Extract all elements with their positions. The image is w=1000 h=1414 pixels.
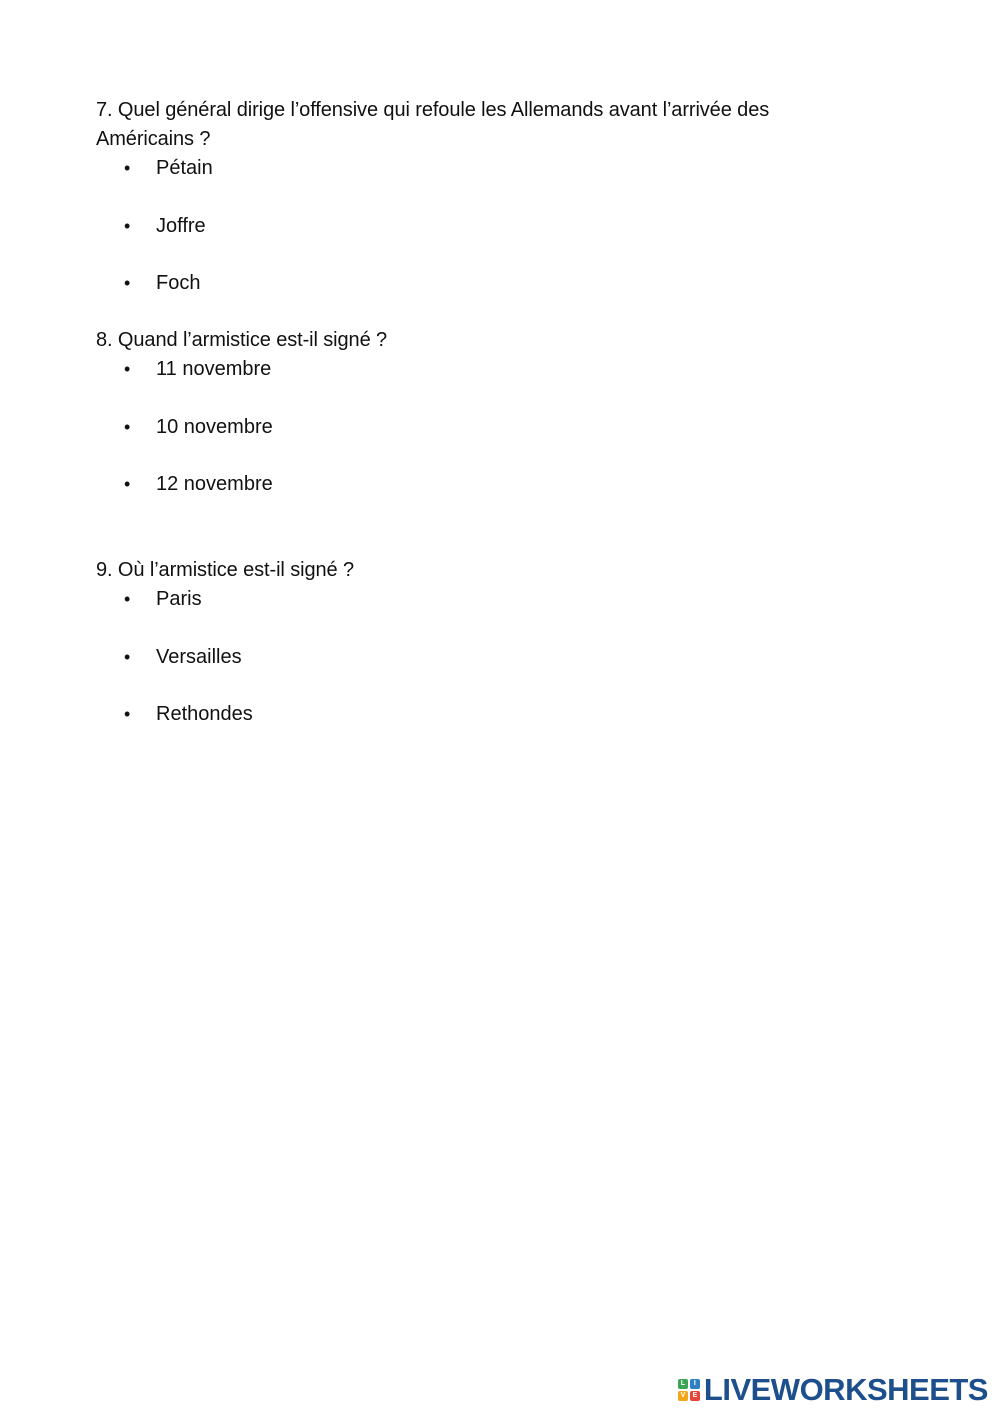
- bullet-icon: •: [124, 704, 131, 724]
- bullet-icon: •: [124, 646, 131, 667]
- question-7: [96, 96, 856, 327]
- answer-option-label: Pétain: [156, 157, 213, 179]
- question-text: 7. Quel général dirige l’offensive qui refoule les Allemands avant l’arrivée des Américains ?: [96, 99, 770, 150]
- answer-option-label: Rethondes: [156, 703, 253, 725]
- answer-option[interactable]: [96, 700, 856, 758]
- answer-option[interactable]: [96, 585, 856, 643]
- logo-square-l: L: [678, 1379, 688, 1389]
- answer-option-label: Joffre: [156, 214, 206, 237]
- answer-option[interactable]: [96, 355, 856, 413]
- answer-option[interactable]: [96, 643, 856, 701]
- bullet-icon: •: [124, 359, 131, 379]
- answer-option[interactable]: [96, 413, 856, 471]
- logo-square-i: I: [690, 1379, 700, 1389]
- question-text: 9. Où l’armistice est-il signé ?: [96, 559, 355, 581]
- answer-options: [96, 585, 856, 758]
- question-8: [96, 326, 856, 528]
- answer-option-label: Foch: [156, 272, 201, 294]
- answer-option-label: Paris: [156, 588, 202, 610]
- logo-square-v: V: [678, 1391, 688, 1401]
- answer-option[interactable]: [96, 470, 856, 528]
- answer-option-label: 10 novembre: [156, 415, 273, 438]
- answer-option-label: 11 novembre: [156, 358, 272, 380]
- brand-name: LIVEWORKSHEETS: [703, 1372, 988, 1407]
- answer-option[interactable]: [96, 154, 856, 212]
- liveworksheets-logo: [678, 1374, 988, 1406]
- answer-option-label: Versailles: [156, 645, 242, 668]
- question-9: [96, 556, 856, 758]
- answer-options: [96, 154, 856, 327]
- answer-option[interactable]: [96, 212, 856, 270]
- question-text: 8. Quand l’armistice est-il signé ?: [96, 329, 388, 351]
- bullet-icon: •: [124, 589, 131, 609]
- bullet-icon: •: [124, 158, 131, 178]
- bullet-icon: •: [124, 474, 131, 494]
- logo-square-e: E: [690, 1391, 700, 1401]
- answer-option-label: 12 novembre: [156, 473, 273, 495]
- bullet-icon: •: [124, 273, 131, 293]
- live-squares-icon: [678, 1379, 700, 1401]
- bullet-icon: •: [124, 215, 131, 236]
- bullet-icon: •: [124, 416, 131, 437]
- answer-options: [96, 355, 856, 528]
- answer-option[interactable]: [96, 269, 856, 327]
